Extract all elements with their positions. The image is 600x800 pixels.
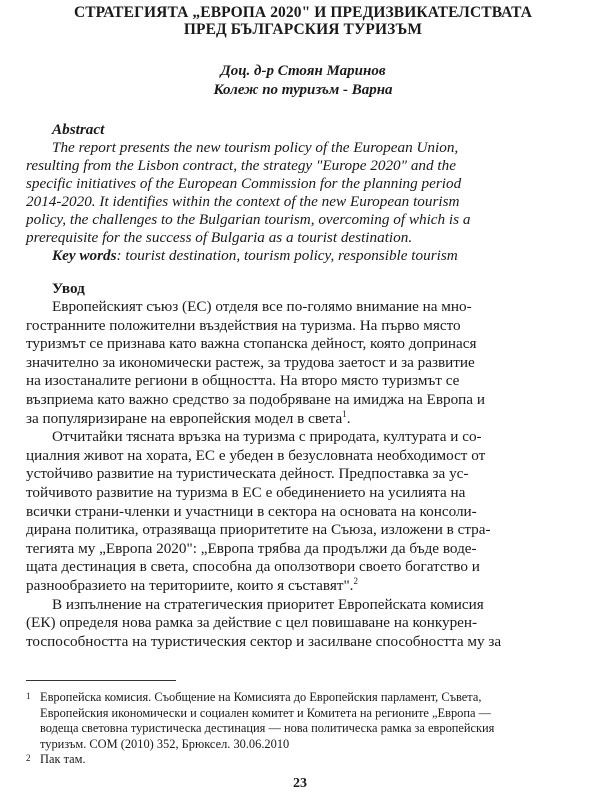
footnote-divider bbox=[26, 680, 176, 681]
paragraph-line: всички страни-членки и участници в сектора на основата на консоли- bbox=[26, 502, 477, 520]
paragraph-line: на изостаналите региони в общността. На второ място туризмът се bbox=[26, 372, 460, 390]
title-line-2: ПРЕД БЪЛГАРСКИЯ ТУРИЗЪМ bbox=[183, 21, 423, 38]
footnote-line: Европейска комисия. Съобщение на Комисията до Европейския парламент, Съвета, bbox=[40, 690, 482, 704]
paragraph-line: дирана политика, отразяваща приоритетите на Съюза, изложени в стра- bbox=[26, 521, 491, 539]
abstract bbox=[26, 121, 580, 265]
footnote-line: Европейския икономически и социален комитет и Комитета на регионите „Европа — bbox=[40, 705, 491, 720]
paragraph-line: възприема като важно средство за подобряване на имиджа на Европа и bbox=[26, 390, 485, 408]
footnote-ref-2[interactable]: 2 bbox=[353, 575, 358, 586]
footnote-line: туризъм. COM (2010) 352, Брюксел. 30.06.2010 bbox=[40, 736, 290, 751]
paragraph-text: за популяризиране на европейския модел в света bbox=[26, 409, 343, 427]
paragraph-line: Европейският съюз (ЕС) отделя все по-голямо внимание на мно- bbox=[52, 298, 472, 315]
abstract-line: The report presents the new tourism policy of the European Union, bbox=[52, 139, 459, 156]
footnote-mark: 2 bbox=[26, 753, 31, 763]
paper-title bbox=[26, 4, 580, 38]
keywords-label: Key words bbox=[52, 247, 117, 264]
footnote-text bbox=[40, 752, 580, 768]
paragraph-line: туризмът се признава като важна стопанска дейност, която допринася bbox=[26, 335, 477, 353]
paragraph-line: тегията му „Европа 2020": „Европа трябва да продължи да бъде водe- bbox=[26, 539, 477, 557]
paragraph-line: тойчивото развитие на туризма в ЕС е обединението на усилията на bbox=[26, 483, 466, 501]
footnote-line: водеща световна туристическа дестинация — нова политическа рамка за европейския bbox=[40, 721, 495, 735]
author-block bbox=[26, 62, 580, 100]
keywords-text: : tourist destination, tourism policy, responsible tourism bbox=[116, 247, 458, 264]
page-number: 23 bbox=[293, 776, 307, 791]
paragraph-line: Отчитайки тясната връзка на туризма с природата, културата и со- bbox=[52, 428, 482, 446]
abstract-heading: Abstract bbox=[52, 121, 105, 138]
paragraph-line bbox=[26, 410, 580, 429]
footnote-mark: 1 bbox=[26, 691, 31, 701]
author-name: Доц. д-р Стоян Маринов bbox=[220, 63, 386, 79]
abstract-line: policy, the challenges to the Bulgarian tourism, overcoming of which is a bbox=[26, 211, 471, 228]
paragraph-line: значително за икономически растеж, за трудова заетост и за развитие bbox=[26, 353, 475, 371]
paragraph-line: циалния живот на хората, ЕС е убеден в безусловната необходимост от bbox=[26, 446, 486, 464]
paragraph-line: В изпълнение на стратегическия приоритет Европейската комисия bbox=[52, 595, 484, 613]
abstract-line: prerequisite for the success of Bulgaria as a tourist destination. bbox=[26, 229, 413, 246]
footnote-2 bbox=[26, 752, 580, 768]
footnote-ref-1[interactable]: 1 bbox=[342, 408, 347, 419]
paragraph-line: (ЕК) определя нова рамка за действие с цел повишаване на конкурен- bbox=[26, 614, 478, 632]
paragraph-line: устойчиво развитие на туристическата дейност. Предпоставка за ус- bbox=[26, 465, 469, 483]
paragraph-line bbox=[26, 577, 580, 596]
author-affiliation: Колеж по туризъм - Варна bbox=[213, 82, 393, 98]
paragraph-line: гостранните положителни въздействия на туризма. На първо място bbox=[26, 316, 461, 334]
body-text bbox=[26, 298, 580, 651]
abstract-line: 2014-2020. It identifies within the context of the new European tourism bbox=[26, 193, 460, 210]
section-heading: Увод bbox=[52, 280, 85, 297]
abstract-line: resulting from the Lisbon contract, the strategy "Europe 2020" and the bbox=[26, 157, 456, 174]
title-line-1: СТРАТЕГИЯТА „ЕВРОПА 2020" И ПРЕДИЗВИКАТЕЛСТВАТА bbox=[73, 4, 533, 21]
paragraph-line: тоспособността на туристическия сектор и засилване способността му за bbox=[26, 632, 502, 650]
footnote-text bbox=[40, 690, 580, 752]
paragraph-line: щата дестинация в света, способна да оползотвори своето богатство и bbox=[26, 558, 480, 576]
keywords-line bbox=[26, 247, 580, 265]
paragraph-end: . bbox=[346, 409, 351, 427]
footnote-line: Пак там. bbox=[40, 752, 86, 766]
footnote-1 bbox=[26, 690, 580, 752]
footnotes bbox=[26, 690, 580, 768]
abstract-line: specific initiatives of the European Commission for the planning period bbox=[26, 175, 462, 192]
paragraph-text: разнообразието на териториите, които я съставят". bbox=[26, 576, 354, 594]
